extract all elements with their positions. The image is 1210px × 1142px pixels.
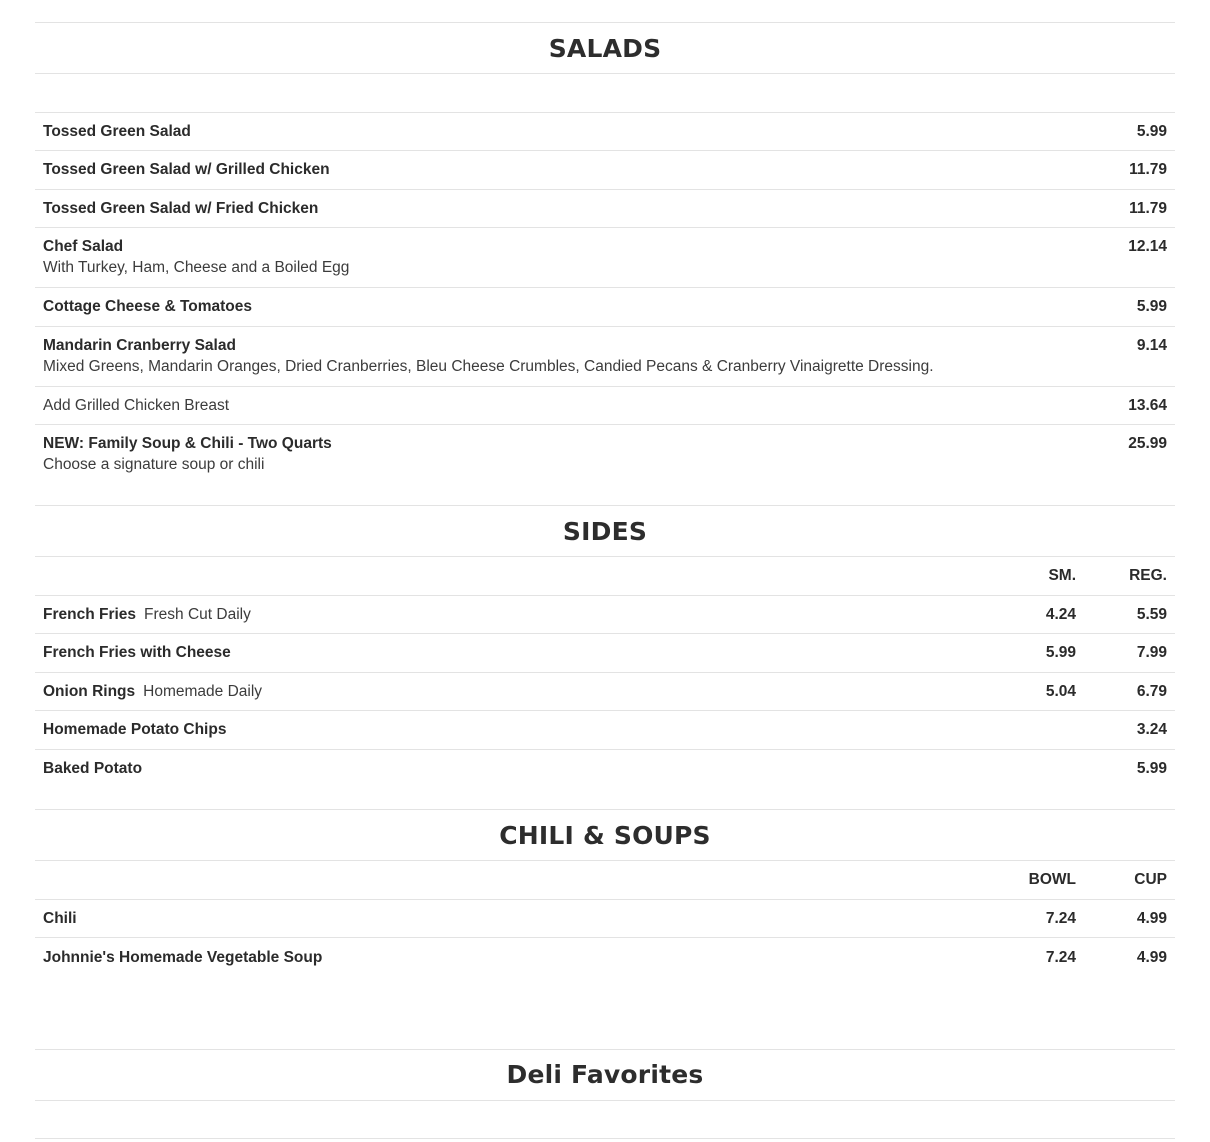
menu-item (35, 151, 1175, 190)
item-name: Baked Potato (43, 760, 143, 778)
menu-item (35, 673, 1175, 712)
item-name: Mandarin Cranberry Salad (43, 336, 236, 354)
item-price: 11.79 (1129, 161, 1167, 179)
item-name: Tossed Green Salad w/ Fried Chicken (43, 199, 319, 217)
item-price-bowl: 7.24 (1045, 909, 1076, 927)
item-name: Johnnie's Homemade Vegetable Soup (43, 948, 323, 966)
item-name: Tossed Green Salad w/ Grilled Chicken (43, 161, 330, 179)
column-header-cup: CUP (1134, 871, 1167, 889)
menu-item (35, 228, 1175, 288)
section-title-salads: SALADS (35, 23, 1175, 74)
item-price-reg: 3.24 (1136, 721, 1167, 739)
item-description: Homemade Daily (143, 682, 263, 700)
item-name: Tossed Green Salad (43, 122, 191, 140)
table-header-row (35, 557, 1175, 596)
item-name: Chef Salad (43, 238, 124, 255)
section-gap (35, 788, 1175, 809)
menu-item (35, 596, 1175, 635)
item-name: French Fries with Cheese (43, 644, 231, 662)
item-name: Onion Rings (43, 682, 136, 700)
table-header-row (35, 74, 1175, 113)
item-price-sm: 5.99 (1045, 644, 1076, 662)
table-header-row (35, 1101, 1175, 1140)
menu-item (35, 288, 1175, 327)
section-title-sides: SIDES (35, 505, 1175, 557)
item-name: NEW: Family Soup & Chili - Two Quarts (43, 435, 332, 452)
item-price-reg: 7.99 (1136, 644, 1167, 662)
item-price: 5.99 (1136, 122, 1167, 140)
section-title-deli-favorites: Deli Favorites (35, 1049, 1175, 1101)
item-name: Add Grilled Chicken Breast (43, 396, 230, 414)
item-description: Fresh Cut Daily (144, 605, 251, 623)
item-description: With Turkey, Ham, Cheese and a Boiled Egg (43, 259, 350, 276)
item-price-sm: 4.24 (1045, 605, 1076, 623)
menu-item (35, 938, 1175, 977)
column-header-reg: REG. (1129, 567, 1167, 585)
item-price-reg: 5.99 (1136, 760, 1167, 778)
item-price-bowl: 7.24 (1045, 948, 1076, 966)
menu-item (35, 425, 1175, 485)
item-description: Mixed Greens, Mandarin Oranges, Dried Cranberries, Bleu Cheese Crumbles, Candied Pecans & Cranberry Vinaigrette Dressing. (43, 357, 934, 375)
item-price: 12.14 (1128, 238, 1167, 255)
item-price-sm: 5.04 (1045, 682, 1076, 700)
item-price-cup: 4.99 (1136, 948, 1167, 966)
item-description: Choose a signature soup or chili (43, 456, 265, 473)
section-title-chili-soups: CHILI & SOUPS (35, 809, 1175, 861)
item-name: French Fries (43, 605, 137, 623)
item-price: 9.14 (1136, 336, 1167, 354)
item-name: Cottage Cheese & Tomatoes (43, 298, 253, 316)
table-header-row (35, 861, 1175, 900)
section-gap (35, 977, 1175, 1049)
menu-item (35, 113, 1175, 152)
menu-item (35, 711, 1175, 750)
item-price: 25.99 (1128, 435, 1167, 452)
menu-item (35, 750, 1175, 789)
item-name: Homemade Potato Chips (43, 721, 227, 739)
item-price-reg: 5.59 (1136, 605, 1167, 623)
menu-item (35, 387, 1175, 426)
menu-item (35, 634, 1175, 673)
menu-item (35, 190, 1175, 229)
item-price: 13.64 (1128, 396, 1167, 414)
item-name: Chili (43, 909, 77, 927)
menu (35, 0, 1175, 1139)
section-gap (35, 485, 1175, 505)
menu-item (35, 327, 1175, 387)
column-header-bowl: BOWL (1028, 871, 1076, 889)
item-price-cup: 4.99 (1136, 909, 1167, 927)
item-price-reg: 6.79 (1136, 682, 1167, 700)
divider (35, 0, 1175, 23)
menu-item (35, 900, 1175, 939)
item-price: 5.99 (1136, 298, 1167, 316)
column-header-sm: SM. (1048, 567, 1076, 585)
item-price: 11.79 (1129, 199, 1167, 217)
